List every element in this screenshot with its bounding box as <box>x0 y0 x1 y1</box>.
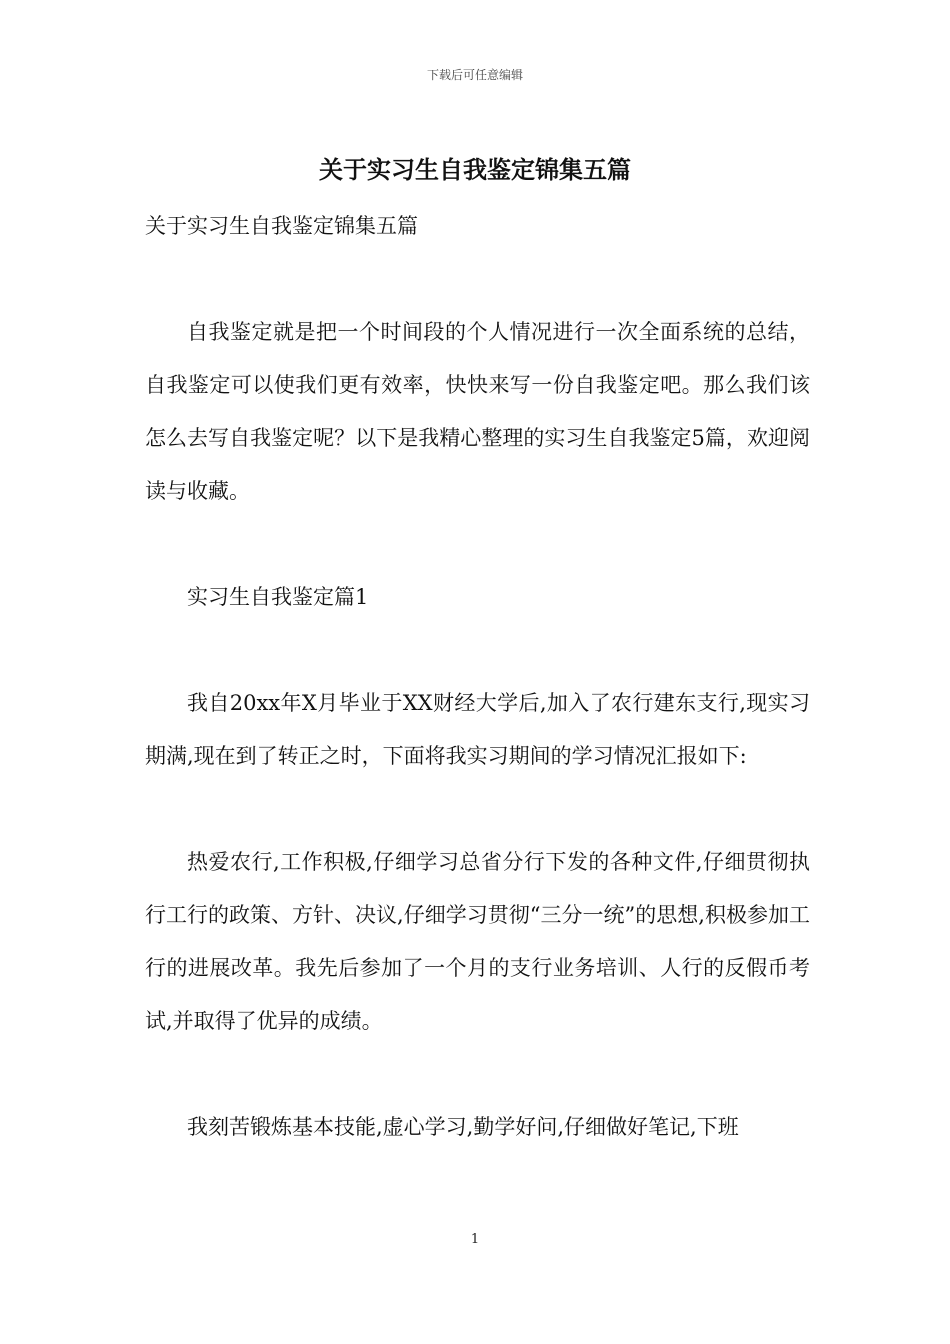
document-title: 关于实习生自我鉴定锦集五篇 <box>319 155 631 184</box>
section-heading: 实习生自我鉴定篇1 <box>187 585 369 609</box>
intro-paragraph: 自我鉴定就是把一个时间段的个人情况进行一次全面系统的总结，自我鉴定可以使我们更有效率，快快来写一份自我鉴定吧。那么我们该怎么去写自我鉴定呢？以下是我精心整理的实习生自我鉴定5篇，欢迎阅读与收藏。 <box>145 320 810 503</box>
body-paragraph: 热爱农行,工作积极,仔细学习总省分行下发的各种文件,仔细贯彻执行工行的政策、方针、决议,仔细学习贯彻“三分一统”的思想,积极参加工行的进展改革。我先后参加了一个月的支行业务培训、人行的反假币考试,并取得了优异的成绩。 <box>145 850 810 1033</box>
subtitle-paragraph: 关于实习生自我鉴定锦集五篇 <box>145 214 418 238</box>
header-note: 下载后可任意编辑 <box>426 68 523 82</box>
body-paragraph: 我刻苦锻炼基本技能,虚心学习,勤学好问,仔细做好笔记,下班 <box>187 1115 739 1139</box>
document-body <box>145 200 810 1154</box>
page-number: 1 <box>470 1232 480 1247</box>
body-paragraph: 我自20xx年X月毕业于XX财经大学后,加入了农行建东支行,现实习期满,现在到了转正之时，下面将我实习期间的学习情况汇报如下: <box>145 691 810 768</box>
